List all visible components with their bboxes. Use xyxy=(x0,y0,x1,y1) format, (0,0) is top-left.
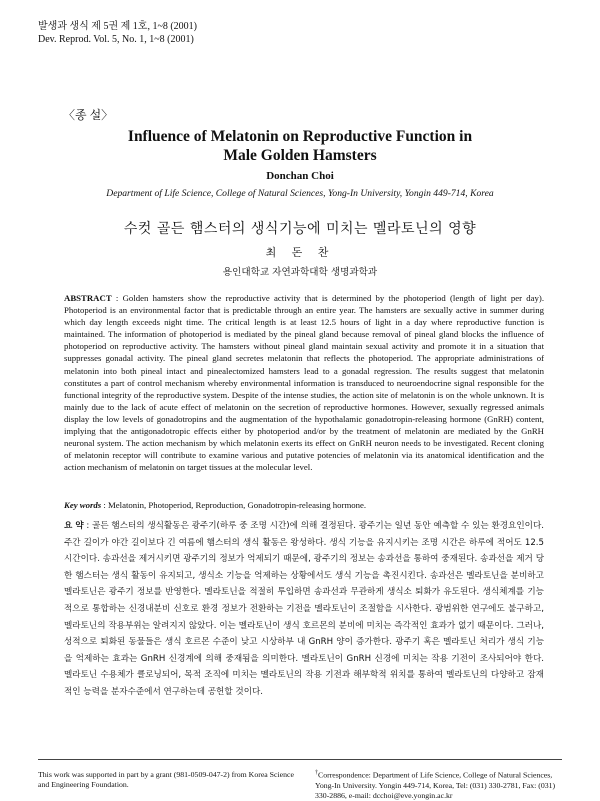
correspondence-footnote xyxy=(315,768,565,801)
journal-header-korean: 발생과 생식 제 5권 제 1호, 1~8 (2001) xyxy=(38,21,198,32)
keywords xyxy=(64,500,544,510)
footnote-divider xyxy=(38,759,562,760)
korean-summary-text: : 골든 햄스터의 생식활동은 광주기(하루 중 조명 시간)에 의해 결정된다. 광주기는 일년 동안 예측할 수 있는 환경요인이다. 주간 길이가 야간 길이보다 긴 여름에 햄스터의 생식 활동은 왕성하다. 생식 기능을 유지시키는 조명 시간은 하루에 적어도 12.5시간이다. 송과선을 제거시키면 광주기의 정보가 억제되기 때문에, 광주기의 정보는 송과선을 통하여 중재된다. 송과선을 제거 당한 햄스터는 생식 활동이 유지되고, 생식소 기능을 억제하는 상황에서도 생식 기능을 촉진시킨다. 송과선은 멜라토닌을 분비하고 멜라토닌은 광주기 정보를 반영한다. 멜라토닌을 적절히 투입하면 송과선과 무관하게 생식소 퇴화가 유도된다. 생식체계를 기능적으로 통합하는 신경내분비 신호로 환경 정보가 전환하는 기전을 멜라토닌이 조절함을 시사한다. 광범위한 연구에도 불구하고, 멜라토닌의 작용부위는 알려지지 않았다. 이는 멜라토닌이 생식 호르몬의 분비에 미치는 즉각적인 효과가 없기 때문이다. 그러나, 성적으로 퇴화된 동물들은 생식 호르몬 수준이 낮고 시상하부 내 GnRH 양이 증가한다. 광주기 혹은 멜라토닌 처리가 생식 기능을 억제하는 효과는 GnRH 신경계에 의해 중재됨을 의미한다. 멜라토닌이 GnRH 신경에 미치는 작용 기전이 조사되어야 한다. 멜라토닌 수용체가 클로닝되어, 목적 조직에 미치는 멜라토닌의 작용 기전과 해부학적 위치를 통하여 멜라토닌의 다양하고 잠재적인 능력을 분자수준에서 연구하는데 공헌할 것이다. xyxy=(64,521,545,697)
journal-header-english: Dev. Reprod. Vol. 5, No. 1, 1~8 (2001) xyxy=(38,34,194,45)
korean-author: 최 돈 찬 xyxy=(265,246,335,259)
author-affiliation: Department of Life Science, College of Natural Sciences, Yong-In University, Yongin 449-714, Korea xyxy=(106,188,494,199)
keywords-text: : Melatonin, Photoperiod, Reproduction, Gonadotropin-releasing hormone. xyxy=(103,500,367,510)
korean-title: 수컷 골든 햄스터의 생식기능에 미치는 멜라토닌의 영향 xyxy=(123,221,477,237)
korean-summary-label: 요 약 xyxy=(64,521,84,531)
article-title xyxy=(0,127,600,165)
article-title-line1: Influence of Melatonin on Reproductive Function in xyxy=(127,128,473,145)
abstract-text: : Golden hamsters show the reproductive activity that is determined by the photoperiod (length of light per day). Photoperiod is an environmental factor that is predictable through an entire year. The hamsters are sexually active in summer during which day length exceeds night time. The critical length is at least 12.5 hours of light in a day where reproductive function is maintained. The information of photoperiod is mediated by the pineal gland because removal of pineal gland blocks the influence of photoperiod on reproductive activity. The hamsters without pineal gland maintain sexual activity and promote it in a situation that suppresses gonadal activity. The pineal gland secretes melatonin that reflects the photoperiod. The appropriate administrations of melatonin into both pineal intact and pinealectomized hamsters lead to a gonadal regression. The results suggest that melatonin constitutes a part of control mechanism whereby environmental information is transduced to neuroendocrine signal responsible for the functional integrity of the reproductive system. Despite of the intense studies, the action site of melatonin is on the whole unknown. It is mainly due to the lack of acute effect of melatonin on the secretion of reproductive hormones. However, sexually regressed animals display the low levels of gonadotropins and the augmentation of the hypothalamic gonadotropin-releasing hormone (GnRH) content, implying that the antigonadotropic effects either by photoperiod and/or by the treatment of melatonin are mediated by the GnRH neuronal system. The action mechanism by which melatonin exerts its effect on GnRH neuron needs to be investigated. Recent cloning of melatonin receptor will contribute to examine various and putative potencies of melatonin via its anatomical identification and the action mechanism of melatonin on target tissues at the molecular level. xyxy=(64,293,545,473)
author-name: Donchan Choi xyxy=(266,170,334,182)
korean-affiliation: 용인대학교 자연과학대학 생명과학과 xyxy=(222,267,378,278)
journal-header xyxy=(38,20,197,46)
keywords-label: Key words xyxy=(64,500,102,510)
abstract xyxy=(64,292,544,473)
abstract-label: ABSTRACT xyxy=(64,293,112,303)
correspondence-text: Correspondence: Department of Life Science, College of Natural Sciences, Yong-In University. Yongin 449-714, Korea, Tel: (031) 330-2781, Fax: (031) 330-2886, e-mail: dcchoi@eve.yongin.ac.kr xyxy=(315,770,556,800)
korean-summary xyxy=(64,518,544,701)
funding-footnote: This work was supported in part by a grant (981-0509-047-2) from Korea Science and Engineering Foundation. xyxy=(38,770,294,789)
article-category: 〈종 설〉 xyxy=(63,108,114,122)
dagger-mark: † xyxy=(315,770,318,776)
article-title-line2: Male Golden Hamsters xyxy=(223,147,377,164)
